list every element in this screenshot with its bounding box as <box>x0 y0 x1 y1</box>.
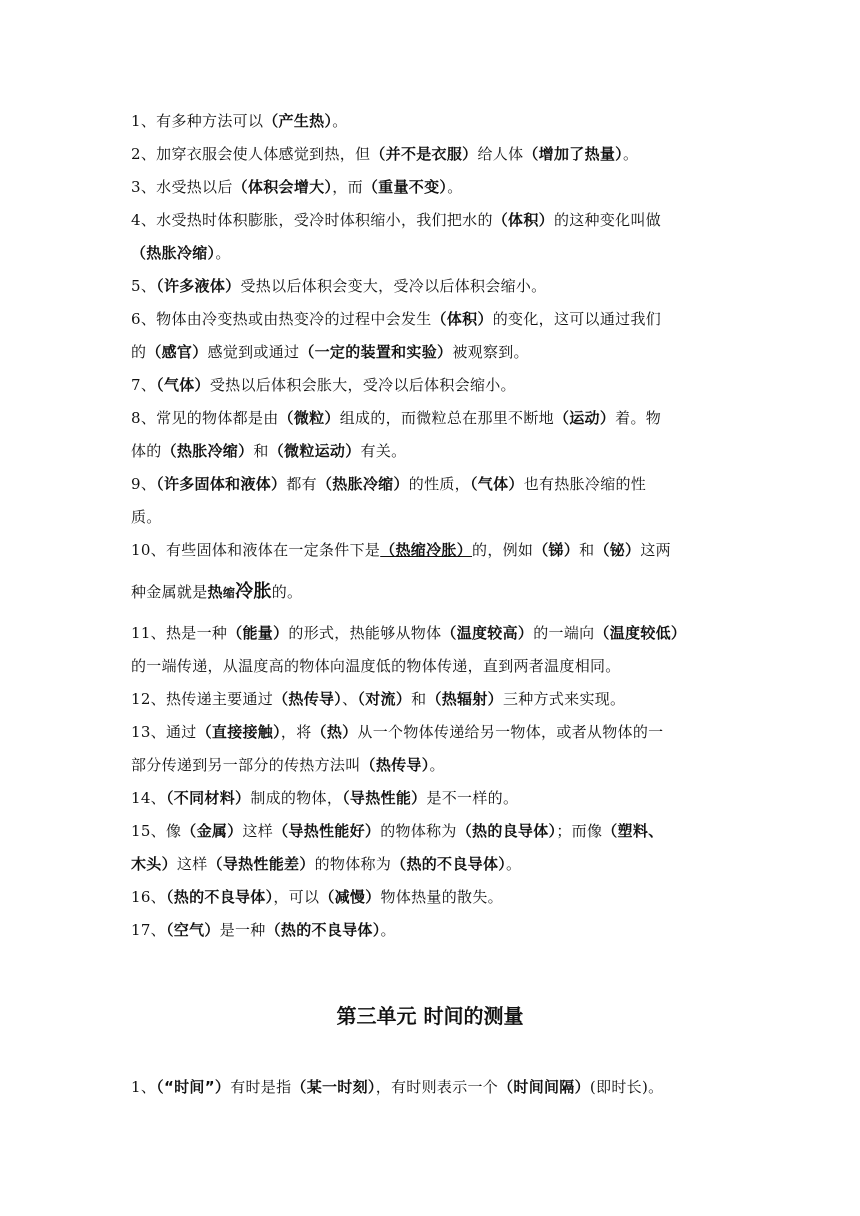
note-text: 13、通过 <box>131 723 197 741</box>
note-text: 的一端传递，从温度高的物体向温度低的物体传递，直到两者温度相同。 <box>131 657 621 675</box>
note-text: 受热以后体积会变大，受冷以后体积会缩小。 <box>240 277 547 295</box>
note-text: 。 <box>380 921 396 939</box>
note-line <box>131 683 731 716</box>
note-line <box>131 501 731 534</box>
note-text: 质。 <box>131 508 162 526</box>
key-term: （热胀冷缩） <box>316 475 409 493</box>
note-text: 和 <box>253 442 269 460</box>
note-text: 10、有些固体和液体在一定条件下是 <box>131 541 381 559</box>
note-text: 有时是指 <box>230 1078 292 1096</box>
key-term: （空气） <box>166 921 220 939</box>
note-text: 的，例如 <box>472 541 534 559</box>
note-text: ，而 <box>332 178 363 196</box>
note-text: 14、 <box>131 789 166 807</box>
note-text: 。 <box>506 855 522 873</box>
note-line <box>131 534 731 567</box>
key-term: （热辐射） <box>426 690 503 708</box>
note-line <box>131 881 731 914</box>
note-text: 11、热是一种 <box>131 624 228 642</box>
key-term: （运动） <box>553 409 616 427</box>
note-text: ，有时则表示一个 <box>375 1078 499 1096</box>
note-text: ；而像 <box>556 822 603 840</box>
key-term: （对流） <box>357 690 412 708</box>
key-term: （热传导） <box>273 690 343 708</box>
key-term: （直接接触） <box>196 723 281 741</box>
note-text: ，可以 <box>273 888 320 906</box>
note-text: (即时长)。 <box>589 1078 664 1096</box>
key-term: （体积） <box>431 310 493 328</box>
note-line <box>131 650 731 683</box>
note-text: 体的 <box>131 442 162 460</box>
note-item <box>131 683 731 716</box>
note-text: 和 <box>411 690 427 708</box>
key-term: （微粒运动） <box>268 442 361 460</box>
note-text: 4、水受热时体积膨胀，受冷时体积缩小，我们把水的 <box>131 211 493 229</box>
key-term: （体积会增大） <box>232 178 333 196</box>
note-item <box>131 617 731 683</box>
note-text: 受热以后体积会胀大，受冷以后体积会缩小。 <box>209 376 516 394</box>
note-text: 有关。 <box>360 442 407 460</box>
note-line <box>131 815 731 848</box>
section-heading: 第三单元 时间的测量 <box>336 1004 524 1028</box>
note-text: 、 <box>342 690 358 708</box>
note-text: 种金属就是 <box>131 583 208 601</box>
note-text: 的形式，热能够从物体 <box>288 624 442 642</box>
note-text: 三种方式来实现。 <box>502 690 626 708</box>
key-term: （微粒） <box>278 409 340 427</box>
note-item <box>131 402 731 468</box>
note-item <box>131 369 731 402</box>
key-term: （体积） <box>492 211 554 229</box>
note-text: 是不一样的。 <box>426 789 519 807</box>
key-term: （热的良导体） <box>456 822 557 840</box>
key-term: （热的不良导体） <box>265 921 381 939</box>
note-line <box>131 848 731 881</box>
note-item <box>131 171 731 204</box>
note-text: 组成的，而微粒总在那里不断地 <box>339 409 554 427</box>
key-term: （热胀冷缩） <box>131 244 216 262</box>
key-term: （热） <box>311 723 358 741</box>
key-term: （热的不良导体） <box>166 888 274 906</box>
note-text: 8、常见的物体都是由 <box>131 409 279 427</box>
key-term: （温度较高） <box>441 624 534 642</box>
key-term: （增加了热量） <box>523 145 623 163</box>
note-line <box>131 237 731 270</box>
note-text: 这两 <box>640 541 671 559</box>
note-text: 。 <box>332 112 348 130</box>
key-term: （铋） <box>594 541 641 559</box>
note-text: 6、物体由冷变热或由热变冷的过程中会发生 <box>131 310 432 328</box>
note-line <box>131 105 731 138</box>
note-text: 给人体 <box>477 145 524 163</box>
note-text: 也有热胀冷缩的性 <box>523 475 647 493</box>
note-text: 的物体称为 <box>314 855 392 873</box>
note-item <box>131 468 731 534</box>
note-line <box>131 567 731 617</box>
note-line <box>131 204 731 237</box>
key-term: （时间间隔） <box>498 1078 590 1096</box>
note-text: 2、加穿衣服会使人体感觉到热，但 <box>131 145 371 163</box>
note-line <box>131 270 731 303</box>
note-line <box>131 138 731 171</box>
note-text: 7、 <box>131 376 157 394</box>
note-item <box>131 138 731 171</box>
note-line <box>131 914 731 947</box>
key-term: （一定的装置和实验） <box>299 343 453 361</box>
note-text: 的一端向 <box>533 624 595 642</box>
note-text: 被观察到。 <box>452 343 529 361</box>
note-line <box>131 716 731 749</box>
note-text: 感觉到或通过 <box>207 343 300 361</box>
key-term: （金属） <box>181 822 243 840</box>
note-line <box>131 336 731 369</box>
key-term: （“时间”） <box>156 1078 231 1096</box>
key-term: （导热性能差） <box>207 855 315 873</box>
note-text: 的变化，这可以通过我们 <box>492 310 662 328</box>
key-term: 木头） <box>131 855 177 873</box>
key-term: （并不是衣服） <box>370 145 478 163</box>
note-text: 3、水受热以后 <box>131 178 233 196</box>
note-text: 。 <box>429 756 445 774</box>
note-text: 17、 <box>131 921 166 939</box>
note-item <box>131 716 731 782</box>
note-text: 5、 <box>131 277 157 295</box>
note-line <box>131 749 731 782</box>
note-line <box>131 1071 731 1104</box>
note-line <box>131 782 731 815</box>
key-term: （锑） <box>533 541 580 559</box>
note-text: 的这种变化叫做 <box>553 211 662 229</box>
note-text: ，将 <box>280 723 312 741</box>
note-text: 的物体称为 <box>380 822 457 840</box>
key-term: （塑料、 <box>602 822 664 840</box>
note-text: 是一种 <box>219 921 266 939</box>
key-term: （热的不良导体） <box>391 855 507 873</box>
note-text: 物体热量的散失。 <box>380 888 503 906</box>
note-text: 15、像 <box>131 822 182 840</box>
note-item <box>131 105 731 138</box>
note-text: 。 <box>622 145 639 163</box>
note-text: 。 <box>447 178 463 196</box>
note-text: 1、 <box>131 1078 157 1096</box>
key-term: （重量不变） <box>362 178 448 196</box>
note-text: 1、有多种方法可以 <box>131 112 264 130</box>
key-term: （不同材料） <box>166 789 251 807</box>
note-line <box>131 171 731 204</box>
note-text: 和 <box>579 541 595 559</box>
key-term: （某一时刻） <box>291 1078 376 1096</box>
key-term: （导热性能） <box>342 789 427 807</box>
note-item <box>131 204 731 270</box>
key-term: （气体） <box>469 475 524 493</box>
key-term: （热缩冷胀） <box>380 541 473 559</box>
note-text: 从一个物体传递给另一物体，或者从物体的一 <box>357 723 664 741</box>
key-term: （产生热） <box>263 112 333 130</box>
key-term: 冷胀 <box>235 581 272 602</box>
key-term: （能量） <box>227 624 289 642</box>
key-term: （导热性能好） <box>273 822 381 840</box>
note-text: 16、 <box>131 888 166 906</box>
key-term: （气体） <box>156 376 210 394</box>
note-line <box>131 402 731 435</box>
note-item <box>131 782 731 815</box>
note-line <box>131 369 731 402</box>
note-text: 9、 <box>131 475 157 493</box>
note-line <box>131 468 731 501</box>
key-term: （许多液体） <box>156 277 241 295</box>
key-term: （减慢） <box>319 888 381 906</box>
note-line <box>131 435 731 468</box>
note-text: 部分传递到另一部分的传热方法叫 <box>131 756 361 774</box>
note-text: 的性质， <box>408 475 470 493</box>
note-item <box>131 815 731 881</box>
key-term: 缩 <box>222 586 236 600</box>
note-text: 的 <box>131 343 147 361</box>
note-item <box>131 1071 731 1104</box>
key-term: （许多固体和液体） <box>156 475 287 493</box>
note-text: 12、热传递主要通过 <box>131 690 274 708</box>
note-item <box>131 881 731 914</box>
key-term: （感官） <box>146 343 208 361</box>
note-text: 制成的物体， <box>250 789 343 807</box>
note-item <box>131 270 731 303</box>
note-text: 着。物 <box>615 409 662 427</box>
note-text: 的。 <box>271 583 303 601</box>
note-text: 都有 <box>286 475 317 493</box>
key-term: （温度较低） <box>594 624 687 642</box>
note-line <box>131 617 731 650</box>
key-term: （热传导） <box>360 756 430 774</box>
note-item <box>131 534 731 617</box>
note-item <box>131 914 731 947</box>
note-line <box>131 303 731 336</box>
note-text: 这样 <box>242 822 274 840</box>
note-text: 这样 <box>176 855 208 873</box>
note-item <box>131 303 731 369</box>
key-term: 热 <box>207 583 223 601</box>
note-text: 。 <box>215 244 231 262</box>
key-term: （热胀冷缩） <box>161 442 254 460</box>
